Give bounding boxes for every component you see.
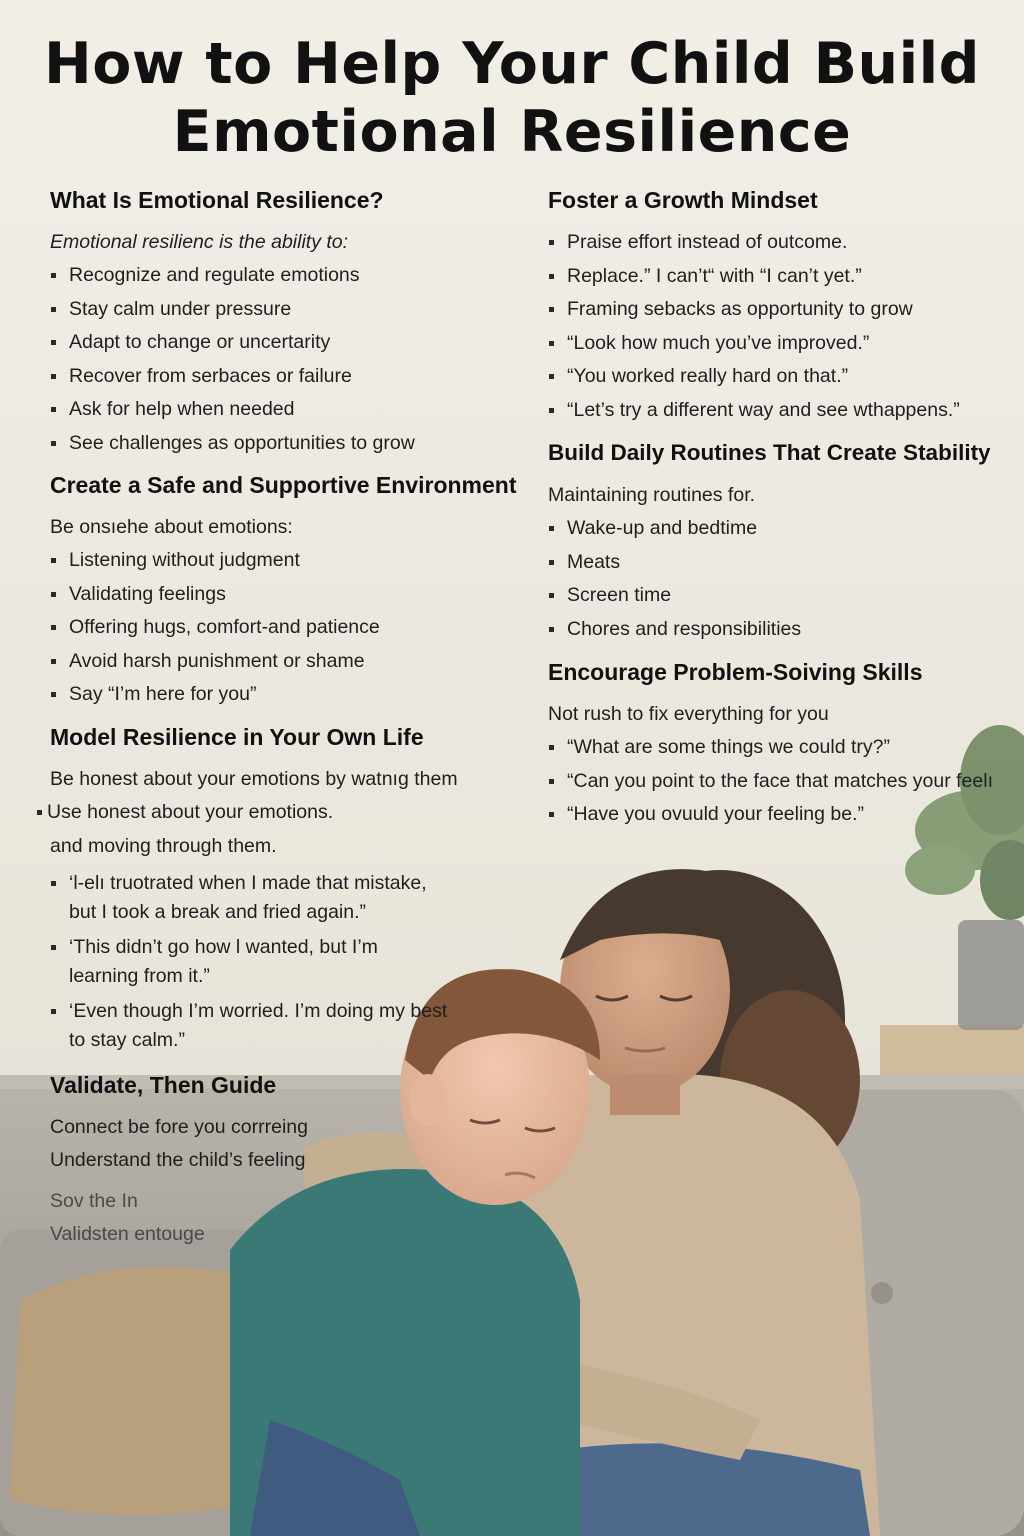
list-item: Recover from serbaces or failure (50, 360, 415, 394)
list-item: Replace.” I can’t“ with “I can’t yet.” (548, 260, 960, 294)
title-line-1: How to Help Your Child Build (44, 31, 980, 97)
list-item: Ask for help when needed (50, 393, 415, 427)
section-heading: What Is Emotional Resilience? (50, 187, 384, 213)
section-intro: Emotional resilienc is the ability to: (50, 231, 349, 253)
section-growth-mindset (548, 186, 960, 427)
list-item: “You worked really hard on that.” (548, 360, 960, 394)
section-what-is (50, 186, 415, 460)
bullet-list (548, 512, 991, 646)
section-heading: Model Resilience in Your Own Life (50, 724, 424, 750)
list-item: “Have you ovuuld your feeling be.” (548, 798, 1024, 832)
section-problem-solving (548, 658, 1024, 832)
section-line: Sov the In (50, 1190, 138, 1212)
section-safe-environment (50, 471, 517, 712)
list-item: Say “I’m here for you” (50, 678, 517, 712)
bullet-list (36, 796, 458, 830)
list-item: Framing sebacks as opportunity to grow (548, 293, 960, 327)
list-item: Listening without judgment (50, 544, 517, 578)
list-item: Chores and responsibilities (548, 613, 991, 647)
section-heading: Validate, Then Guide (50, 1072, 277, 1098)
section-heading: Encourage Problem-Soiving Skills (548, 659, 923, 685)
section-intro: Maintaining routines for. (548, 484, 756, 506)
bullet-list (50, 544, 517, 712)
section-daily-routines (548, 439, 991, 646)
list-item: Recognize and regulate emotions (50, 259, 415, 293)
list-item: Avoid harsh punishment or shame (50, 645, 517, 679)
list-item: Stay calm under pressure (50, 293, 415, 327)
section-model-resilience (47, 723, 458, 1061)
list-item: Validating feelings (50, 578, 517, 612)
bullet-list (50, 259, 415, 460)
list-item: Meats (548, 546, 991, 580)
section-heading: Build Daily Routines That Create Stability (548, 440, 991, 465)
list-item: “What are some things we could try?” (548, 731, 1024, 765)
quote-item: ‘l‑elı truotrated when I made that mistake, but I took a break and fried again.” (50, 869, 450, 927)
section-intro: Be honest about your emotions by watnıg them (50, 768, 458, 790)
quote-item: ‘Even though I’m worried. I’m doing my best to stay calm.” (50, 997, 450, 1055)
bullet-list (548, 731, 1024, 832)
quote-list (50, 869, 450, 1055)
section-line: Connect be fore you corrreing (50, 1116, 308, 1138)
list-item: Wake-up and bedtime (548, 512, 991, 546)
section-intro: Not rush to fix everything for you (548, 703, 829, 725)
bullet-list (548, 226, 960, 427)
section-validate (50, 1071, 308, 1251)
title-line-2: Emotional Resilience (172, 99, 852, 165)
list-item: Screen time (548, 579, 991, 613)
section-heading: Create a Safe and Supportive Environment (50, 472, 517, 498)
list-item: “Let’s try a different way and see wthappens.” (548, 394, 960, 428)
list-item: Use honest about your emotions. (36, 796, 458, 830)
section-intro: Be onsıehe about emotions: (50, 516, 293, 538)
list-item: Praise effort instead of outcome. (548, 226, 960, 260)
section-line: Validsten entouge (50, 1223, 205, 1245)
section-heading: Foster a Growth Mindset (548, 187, 818, 213)
list-item: “Can you point to the face that matches your feelı (548, 765, 1024, 799)
list-item: Offering hugs, comfort-and patience (50, 611, 517, 645)
page-title (0, 30, 1024, 166)
section-line: and moving through them. (50, 834, 277, 857)
list-item: Adapt to change or uncertarity (50, 326, 415, 360)
section-line: Understand the child’s feeling (50, 1149, 306, 1171)
list-item: “Look how much you’ve improved.” (548, 327, 960, 361)
quote-item: ‘This didn’t go how l wanted, but I’m learning from it.” (50, 933, 450, 991)
list-item: See challenges as opportunities to grow (50, 427, 415, 461)
